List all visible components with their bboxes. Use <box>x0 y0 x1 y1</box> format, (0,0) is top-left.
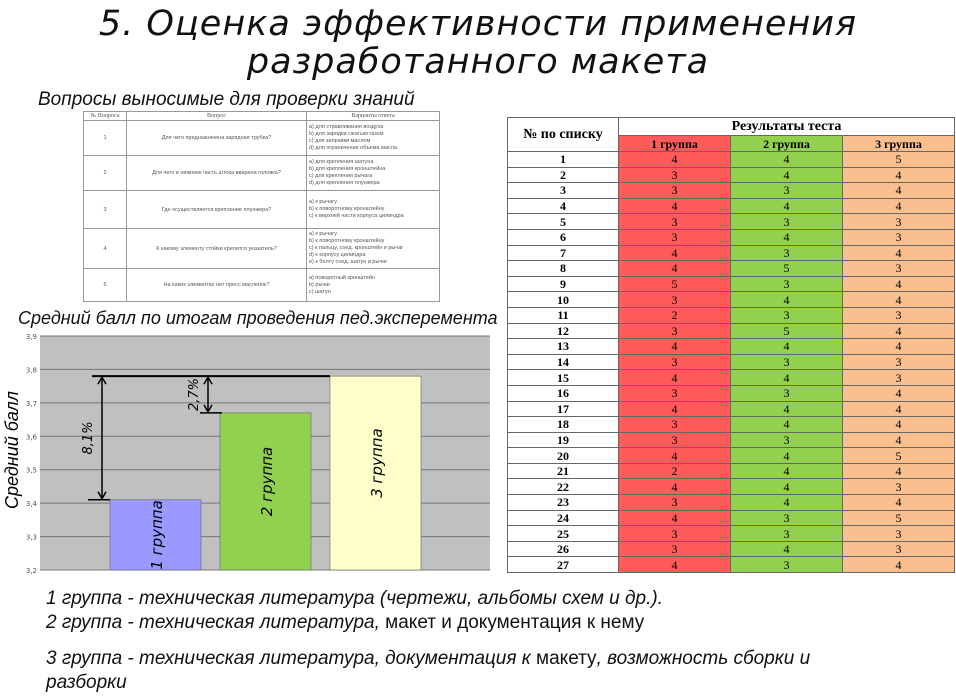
difference-label: 8,1% <box>81 421 96 455</box>
score-cell: 4 <box>619 370 731 386</box>
score-cell: 3 <box>619 417 731 433</box>
answer-option: c) для заправки маслом <box>309 138 371 144</box>
score-cell: 4 <box>619 245 731 261</box>
student-number: 25 <box>508 526 619 542</box>
answer-option: c) шатун <box>309 288 331 295</box>
score-cell: 3 <box>731 307 843 323</box>
question-number: 1 <box>84 121 127 156</box>
student-number: 18 <box>508 417 619 433</box>
student-number: 27 <box>508 557 619 573</box>
results-row <box>508 510 955 526</box>
student-number: 26 <box>508 541 619 557</box>
score-cell: 3 <box>731 432 843 448</box>
results-row <box>508 198 955 214</box>
score-cell: 4 <box>619 510 731 526</box>
results-row <box>508 448 955 464</box>
footer-group3-c: , возможность сборки и <box>596 648 811 669</box>
y-tick-label: 3,2 <box>25 567 37 575</box>
score-cell: 4 <box>731 417 843 433</box>
score-cell: 3 <box>731 354 843 370</box>
answer-options <box>307 156 440 191</box>
results-row <box>508 370 955 386</box>
student-number: 7 <box>508 245 619 261</box>
results-row <box>508 183 955 199</box>
score-cell: 4 <box>731 479 843 495</box>
results-row <box>508 495 955 511</box>
score-cell: 2 <box>619 463 731 479</box>
score-cell: 4 <box>619 261 731 277</box>
y-tick-label: 3,6 <box>25 433 37 442</box>
question-number: 5 <box>84 269 127 302</box>
results-table <box>507 117 955 573</box>
score-cell: 3 <box>731 183 843 199</box>
group-header: 1 группа <box>619 136 731 152</box>
answer-option: c) к пальцу, соед. кронштейн и рычаг <box>309 245 404 251</box>
student-number: 23 <box>508 495 619 511</box>
score-cell: 4 <box>619 198 731 214</box>
score-cell: 3 <box>619 526 731 542</box>
score-cell: 3 <box>619 385 731 401</box>
student-number: 24 <box>508 510 619 526</box>
group-header: 2 группа <box>731 136 843 152</box>
results-row <box>508 463 955 479</box>
score-cell: 4 <box>731 448 843 464</box>
score-cell: 4 <box>731 370 843 386</box>
score-cell: 4 <box>619 448 731 464</box>
results-row <box>508 417 955 433</box>
results-row <box>508 339 955 355</box>
results-row <box>508 276 955 292</box>
score-cell: 5 <box>843 510 955 526</box>
results-title-row <box>508 118 955 136</box>
student-number: 19 <box>508 432 619 448</box>
answer-option: b) для зарядки сжатым газом <box>309 131 384 137</box>
question-number: 3 <box>84 191 127 229</box>
student-number: 17 <box>508 401 619 417</box>
score-cell: 4 <box>619 401 731 417</box>
answer-option: a) для стравливания воздуха <box>309 124 384 130</box>
student-number: 14 <box>508 354 619 370</box>
score-cell: 4 <box>731 401 843 417</box>
score-cell: 3 <box>731 385 843 401</box>
results-row <box>508 229 955 245</box>
answer-option: b) к поворотному кронштейну <box>309 206 385 212</box>
bar-label: 3 группа <box>368 428 386 498</box>
score-cell: 3 <box>843 354 955 370</box>
score-cell: 3 <box>731 557 843 573</box>
question-text: К какому элементу стойки крепится указатель? <box>127 229 307 269</box>
slide-title-line2: разработанного макета <box>246 42 710 82</box>
question-row <box>84 121 440 156</box>
score-cell: 4 <box>731 167 843 183</box>
student-number: 2 <box>508 167 619 183</box>
score-cell: 4 <box>731 495 843 511</box>
y-axis-label: Средний балл <box>2 391 22 509</box>
student-number: 8 <box>508 261 619 277</box>
score-cell: 3 <box>843 214 955 230</box>
results-row <box>508 541 955 557</box>
score-cell: 3 <box>619 541 731 557</box>
results-row <box>508 557 955 573</box>
footer-group1: 1 группа - техническая литература (чертежи, альбомы схем и др.). <box>46 588 663 609</box>
score-cell: 3 <box>619 354 731 370</box>
answer-option: d) для крепления плунжера <box>309 180 380 186</box>
score-cell: 4 <box>843 463 955 479</box>
y-tick-label: 3,9 <box>25 333 37 341</box>
score-cell: 3 <box>619 495 731 511</box>
results-row <box>508 214 955 230</box>
y-tick-label: 3,4 <box>25 500 37 509</box>
score-cell: 5 <box>843 448 955 464</box>
score-cell: 4 <box>731 229 843 245</box>
student-number: 5 <box>508 214 619 230</box>
list-number-header: № по списку <box>508 118 619 152</box>
questions-header-cell: Вопрос <box>127 112 307 121</box>
results-row <box>508 385 955 401</box>
score-cell: 3 <box>843 526 955 542</box>
score-cell: 4 <box>843 417 955 433</box>
question-text: Для чего в нижнюю часть штока вварена головка? <box>127 156 307 191</box>
question-number: 4 <box>84 229 127 269</box>
answer-options <box>307 229 440 269</box>
score-cell: 3 <box>619 167 731 183</box>
score-cell: 3 <box>619 323 731 339</box>
score-cell: 3 <box>619 432 731 448</box>
footer-group3-a: 3 группа - техническая литература, документация к <box>46 648 537 669</box>
score-cell: 4 <box>843 245 955 261</box>
slide-title-line1: 5. Оценка эффективности применения <box>98 4 858 44</box>
score-cell: 3 <box>843 307 955 323</box>
score-cell: 4 <box>843 432 955 448</box>
y-tick-label: 3,3 <box>25 533 37 542</box>
score-cell: 4 <box>619 479 731 495</box>
student-number: 16 <box>508 385 619 401</box>
question-row <box>84 156 440 191</box>
question-row <box>84 191 440 229</box>
score-cell: 4 <box>731 152 843 168</box>
score-cell: 5 <box>731 323 843 339</box>
group-header: 3 группа <box>843 136 955 152</box>
score-cell: 3 <box>619 183 731 199</box>
answer-options <box>307 121 440 156</box>
bar-label: 1 группа <box>148 500 166 570</box>
score-cell: 3 <box>731 510 843 526</box>
score-cell: 3 <box>843 229 955 245</box>
score-cell: 5 <box>843 152 955 168</box>
score-cell: 3 <box>843 370 955 386</box>
footer-group2 <box>46 612 644 634</box>
score-cell: 3 <box>619 292 731 308</box>
footer-group2-a: 2 группа - техническая литература, <box>46 612 380 633</box>
student-number: 20 <box>508 448 619 464</box>
question-number: 2 <box>84 156 127 191</box>
student-number: 22 <box>508 479 619 495</box>
score-cell: 4 <box>731 339 843 355</box>
answer-option: c) к верхней части корпуса цилиндра <box>309 213 404 219</box>
score-cell: 3 <box>731 526 843 542</box>
score-cell: 5 <box>731 261 843 277</box>
score-cell: 4 <box>843 385 955 401</box>
score-cell: 4 <box>843 276 955 292</box>
score-cell: 3 <box>731 245 843 261</box>
footer-group3 <box>46 648 810 670</box>
footer-group3-b: макету <box>536 648 597 669</box>
score-cell: 3 <box>843 479 955 495</box>
score-cell: 4 <box>843 198 955 214</box>
score-cell: 3 <box>619 229 731 245</box>
results-row <box>508 167 955 183</box>
difference-label: 2,7% <box>187 377 202 412</box>
footer-group3-cont: разборки <box>46 672 127 693</box>
results-row <box>508 479 955 495</box>
y-tick-label: 3,8 <box>25 366 37 375</box>
answer-option: c) для крепления рычага <box>309 173 373 179</box>
results-row <box>508 323 955 339</box>
score-cell: 4 <box>843 557 955 573</box>
results-row <box>508 432 955 448</box>
footer-group2-b: макет и документация к нему <box>379 612 645 633</box>
score-cell: 4 <box>619 152 731 168</box>
answer-option: a) поворотный кронштейн <box>309 274 376 281</box>
student-number: 11 <box>508 307 619 323</box>
student-number: 12 <box>508 323 619 339</box>
score-cell: 4 <box>731 292 843 308</box>
results-row <box>508 261 955 277</box>
answer-option: b) рычаг <box>309 281 331 288</box>
results-row <box>508 152 955 168</box>
score-cell: 3 <box>731 214 843 230</box>
student-number: 4 <box>508 198 619 214</box>
results-title: Результаты теста <box>619 118 955 136</box>
question-row <box>84 269 440 302</box>
chart-heading: Средний балл по итогам проведения пед.эксперемента <box>18 308 498 328</box>
results-row <box>508 354 955 370</box>
student-number: 21 <box>508 463 619 479</box>
answer-option: d) к корпусу цилиндра <box>309 252 366 258</box>
score-cell: 2 <box>619 307 731 323</box>
score-cell: 4 <box>843 183 955 199</box>
score-cell: 4 <box>619 557 731 573</box>
questions-table <box>83 111 440 302</box>
question-text: На каких элементах нет пресс масленок? <box>127 269 307 302</box>
questions-heading: Вопросы выносимые для проверки знаний <box>38 89 415 110</box>
score-cell: 4 <box>843 167 955 183</box>
answer-option: a) для крепления шатуна <box>309 159 374 165</box>
score-cell: 4 <box>843 292 955 308</box>
questions-header-row <box>84 112 440 121</box>
results-row <box>508 526 955 542</box>
score-cell: 4 <box>731 198 843 214</box>
student-number: 10 <box>508 292 619 308</box>
student-number: 6 <box>508 229 619 245</box>
score-cell: 4 <box>843 323 955 339</box>
score-cell: 4 <box>731 541 843 557</box>
score-cell: 4 <box>731 463 843 479</box>
question-row <box>84 229 440 269</box>
score-cell: 3 <box>731 276 843 292</box>
questions-header-cell: Варианты ответа <box>307 112 440 121</box>
question-text: Где осуществляется крепление плунжера? <box>127 191 307 229</box>
results-row <box>508 245 955 261</box>
student-number: 15 <box>508 370 619 386</box>
student-number: 1 <box>508 152 619 168</box>
questions-header-cell: № Вопроса <box>84 112 127 121</box>
score-cell: 4 <box>619 339 731 355</box>
answer-option: e) к болту соед. шатун и рычаг <box>309 259 388 265</box>
y-tick-label: 3,5 <box>25 466 37 475</box>
answer-option: d) для ограничения объема масла <box>309 145 397 151</box>
score-cell: 3 <box>619 214 731 230</box>
answer-options <box>307 269 440 302</box>
answer-options <box>307 191 440 229</box>
score-cell: 5 <box>619 276 731 292</box>
score-cell: 4 <box>843 339 955 355</box>
answer-option: b) для крепления кронштейна <box>309 166 386 172</box>
results-row <box>508 292 955 308</box>
answer-option: b) к поворотному кронштейну <box>309 238 385 244</box>
bar-label: 2 группа <box>258 446 276 517</box>
answer-option: a) к рычагу <box>309 199 338 205</box>
student-number: 13 <box>508 339 619 355</box>
score-cell: 3 <box>843 261 955 277</box>
score-cell: 4 <box>843 495 955 511</box>
question-text: Для чего предназначена зарядная трубка? <box>127 121 307 156</box>
score-cell: 3 <box>843 541 955 557</box>
average-score-chart <box>0 330 495 580</box>
student-number: 9 <box>508 276 619 292</box>
answer-option: a) к рычагу <box>309 231 338 237</box>
score-cell: 4 <box>843 401 955 417</box>
student-number: 3 <box>508 183 619 199</box>
results-row <box>508 307 955 323</box>
y-tick-label: 3,7 <box>25 399 37 408</box>
results-row <box>508 401 955 417</box>
